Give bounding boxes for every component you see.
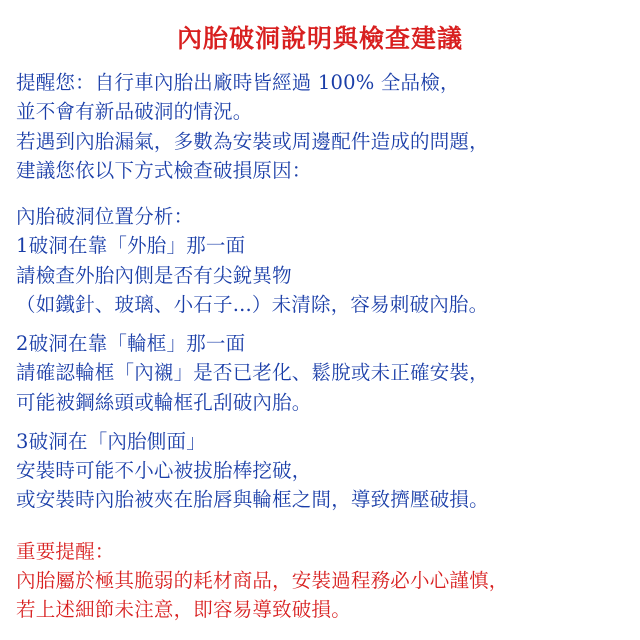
cause-item-1	[16, 231, 624, 319]
important-notice	[16, 537, 624, 625]
cause-item-3	[16, 427, 624, 515]
cause-item-1-line-2: 請檢查外胎內側是否有尖銳異物	[16, 263, 292, 287]
notice-heading: 重要提醒：	[16, 539, 115, 563]
intro-paragraph	[16, 68, 624, 185]
cause-item-2-line-3: 可能被鋼絲頭或輪框孔刮破內胎。	[16, 390, 312, 414]
spacer	[16, 515, 624, 537]
spacer	[16, 185, 624, 202]
cause-item-3-line-2: 安裝時可能不小心被拔胎棒挖破，	[16, 459, 312, 482]
cause-item-2	[16, 329, 624, 417]
cause-item-3-line-3: 或安裝時內胎被夾在胎唇與輪框之間，導致擠壓破損。	[16, 488, 489, 512]
analysis-section	[16, 202, 624, 515]
intro-line-2: 並不會有新品破洞的情況。	[16, 100, 253, 124]
section-heading: 內胎破洞位置分析：	[16, 205, 194, 228]
cause-item-1-line-1: 1破洞在靠「外胎」那一面	[16, 234, 246, 258]
cause-item-1-line-3: （如鐵針、玻璃、小石子...）未清除，容易刺破內胎。	[16, 292, 489, 316]
page-title: 內胎破洞說明與檢查建議	[176, 24, 463, 53]
cause-item-3-line-1: 3破洞在「內胎側面」	[16, 429, 206, 453]
cause-item-2-line-1: 2破洞在靠「輪框」那一面	[16, 332, 246, 355]
notice-line-2: 若上述細節未注意，即容易導致破損。	[16, 598, 351, 621]
notice-line-1: 內胎屬於極其脆弱的耗材商品，安裝過程務必小心謹慎，	[16, 568, 509, 592]
spacer	[16, 417, 624, 427]
cause-item-2-line-2: 請確認輪框「內襯」是否已老化、鬆脫或未正確安裝，	[16, 361, 489, 385]
intro-line-4: 建議您依以下方式檢查破損原因：	[16, 158, 312, 182]
intro-line-1: 提醒您：自行車內胎出廠時皆經過 100% 全品檢，	[16, 71, 460, 94]
spacer	[16, 319, 624, 329]
intro-line-3: 若遇到內胎漏氣，多數為安裝或周邊配件造成的問題，	[16, 129, 489, 153]
